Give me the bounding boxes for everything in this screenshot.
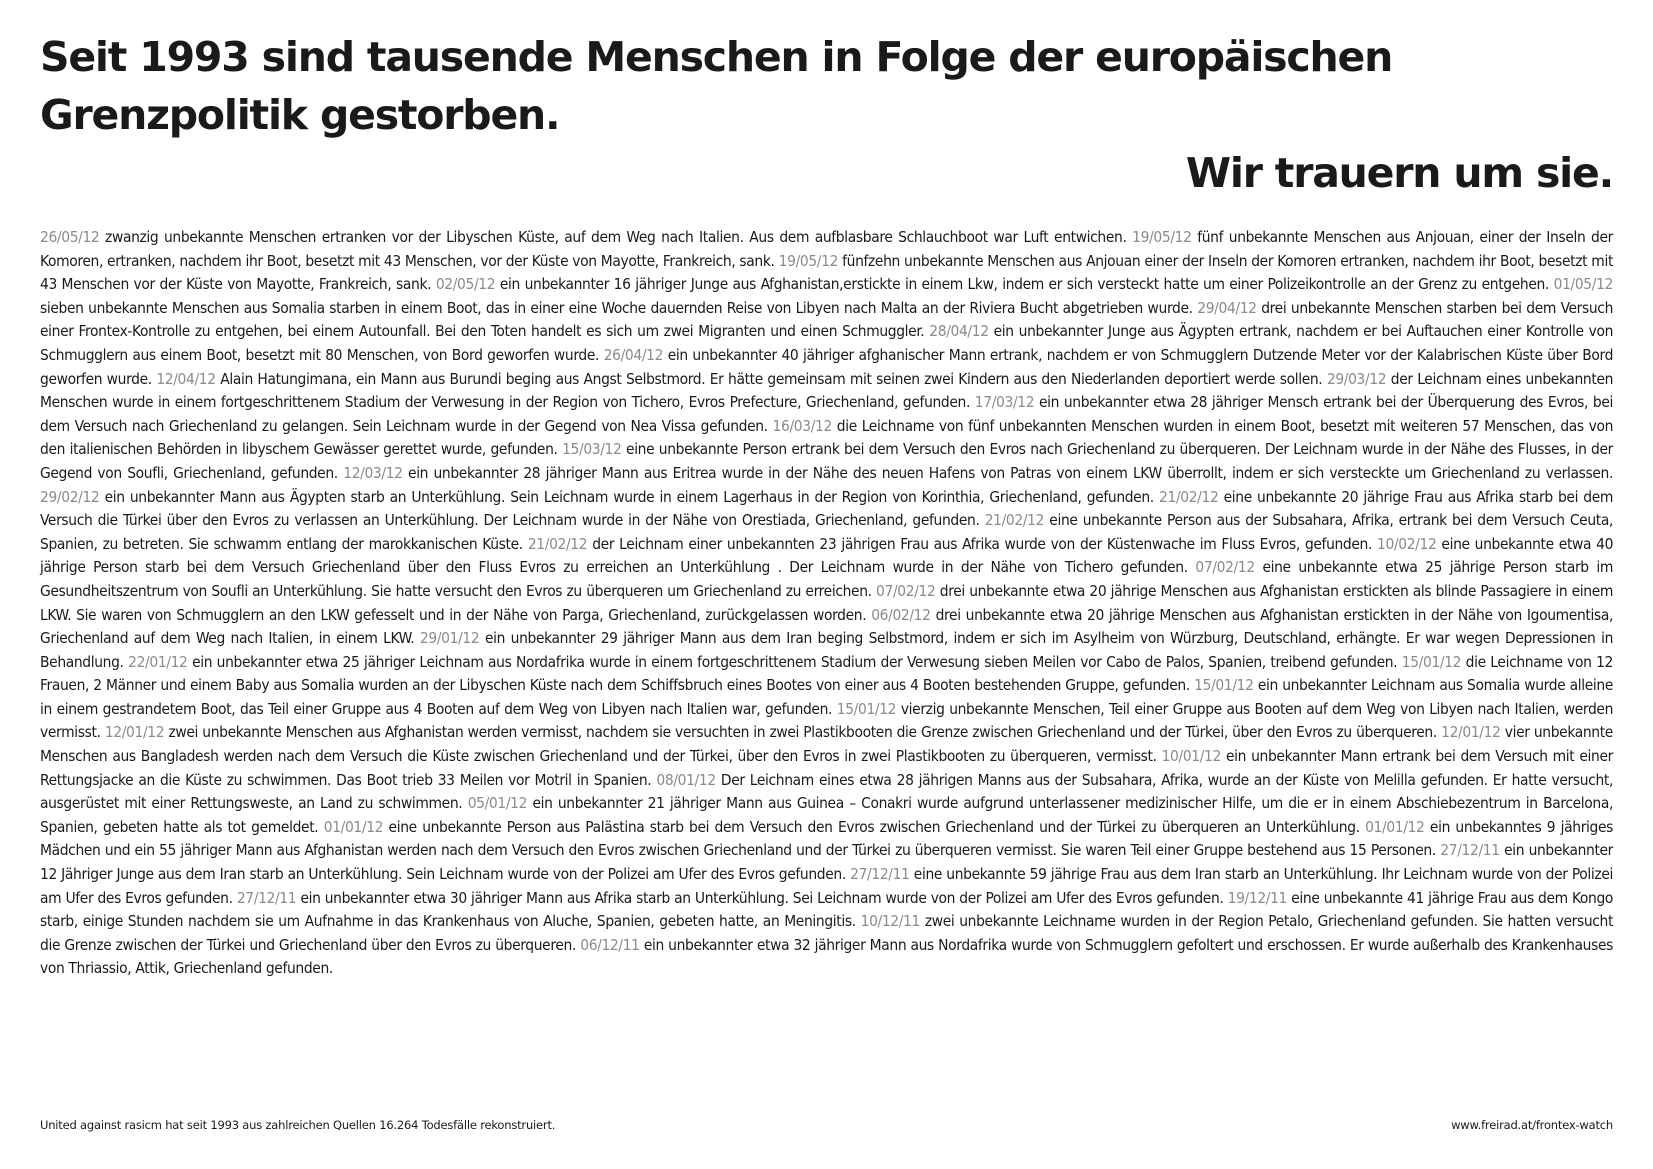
headline: [40, 28, 1613, 202]
footer: [40, 1118, 1613, 1132]
entry-text: eine unbekannte 20 jährige Frau aus Afrika starb bei dem Versuch die Türkei über den Evros zu verlassen an Unterkühlung. Der Leichnam wurde in der Nähe von Orestiada, Griechenland, gefunden.: [40, 487, 1614, 530]
entry-date: 16/03/12: [772, 416, 832, 435]
entry-date: 29/01/12: [419, 629, 480, 648]
entry-text: ein unbekannter Mann ertrank bei dem Versuch mit einer Rettungsjacke an die Küste zu schwimmen. Das Boot trieb 33 Meilen vor Motril in Spanien.: [40, 747, 1613, 789]
entry-text: ein unbekannter Junge aus Ägypten ertrank, nachdem er bei Auftauchen einer Kontrolle von Schmugglern aus einem Boot, besetzt mit 80 Menschen, von Bord geworfen wurde.: [40, 322, 1614, 364]
entry-date: 27/12/11: [850, 865, 910, 884]
entry-text: der Leichnam einer unbekannten 23 jährigen Frau aus Afrika wurde von der Küstenwache im Fluss Evros, gefunden.: [592, 534, 1373, 553]
entry-date: 10/12/11: [860, 912, 920, 931]
entry-date: 15/01/12: [1194, 676, 1254, 695]
entry-text: drei unbekannte etwa 20 jährige Menschen aus Afghanistan erstickten in der Nähe von Igoumentisa, Griechenland auf dem Weg nach Italien, in einem LKW.: [40, 605, 1614, 648]
entry-date: 15/03/12: [562, 440, 622, 459]
entry-date: 29/03/12: [1326, 369, 1387, 388]
entry-text: Der Leichnam eines etwa 28 jährigen Manns aus der Subsahara, Afrika, wurde an der Küste von Melilla gefunden. Er hatte versucht, ausgerüstet mit einer Rettungsweste, an Land zu schwimmen.: [40, 770, 1613, 813]
entry-text: Alain Hatungimana, ein Mann aus Burundi beging aus Angst Selbstmord. Er hätte gemeinsam mit seinen zwei Kindern aus den Niederlanden deportiert werde sollen.: [220, 369, 1323, 388]
entry-text: zwanzig unbekannte Menschen ertranken vor der Libyschen Küste, auf dem Weg nach Italien. Aus dem aufblasbare Schlauchboot war Luft entwichen.: [105, 228, 1127, 246]
footer-url: www.freirad.at/frontex-watch: [1451, 1118, 1613, 1132]
headline-line-2: Wir trauern um sie.: [1185, 149, 1613, 197]
entry-date: 17/03/12: [974, 393, 1035, 412]
entry-text: fünfzehn unbekannte Menschen aus Anjouan einer der Inseln der Komoren ertranken, nachdem ihr Boot, besetzt mit 43 Menschen vor der Küste von Mayotte, Frankreich, sank.: [40, 251, 1614, 294]
entry-text: die Leichname von 12 Frauen, 2 Männer und einem Baby aus Somalia wurden an der Libyschen Küste nach dem Schiffsbruch eines Bootes von einer aus 4 Booten bestehenden Gruppe, gefunden.: [40, 652, 1613, 695]
entry-date: 02/05/12: [435, 275, 496, 294]
entry-date: 05/01/12: [467, 794, 528, 813]
entry-date: 21/02/12: [527, 534, 588, 553]
entry-text: ein unbekannter 40 jähriger afghanischer Mann ertrank, nachdem er von Schmugglern Dutzende Meter vor der Kalabrischen Küste über Bord geworfen wurde.: [40, 345, 1614, 388]
entry-date: 15/01/12: [1401, 652, 1462, 671]
entry-text: die Leichname von fünf unbekannten Menschen wurden in einem Boot, besetzt mit weiteren 57 Menschen, das von den italienischen Behörden in libyschem Gewässer gerettet wurde, gefunden.: [40, 416, 1614, 459]
entry-text: ein unbekannter 21 jähriger Mann aus Guinea – Conakri wurde aufgrund unterlassener medizinischer Hilfe, um die er in einem Abschiebezentrum in Barcelona, Spanien, gebeten hatte als tot gemeldet.: [40, 794, 1614, 836]
entry-date: 21/02/12: [1159, 487, 1219, 506]
entry-date: 01/05/12: [1553, 275, 1613, 294]
entry-text: sieben unbekannte Menschen aus Somalia starben in einem Boot, das in einer eine Woche dauernden Reise von Libyen nach Malta an der Riviera Bucht abgetrieben wurde.: [40, 298, 1193, 317]
entry-text: ein unbekannter etwa 28 jähriger Mensch ertrank bei der Überquerung des Evros, bei dem Versuch nach Griechenland zu gelangen. Sein Leichnam wurde in der Gegend von Nea Vissa gefunden.: [40, 393, 1613, 435]
entry-text: ein unbekannter etwa 32 jähriger Mann aus Nordafrika wurde von Schmugglern gefoltert und erschossen. Er wurde außerhalb des Krankenhauses von Thriassio, Attik, Griechenland gefunden.: [40, 935, 1613, 978]
entry-date: 10/02/12: [1377, 534, 1437, 553]
entry-text: eine unbekannte Person aus Palästina starb bei dem Versuch den Evros zwischen Griechenland und der Türkei zu überqueren an Unterkühlung.: [388, 817, 1360, 836]
entry-date: 08/01/12: [656, 770, 716, 789]
entry-text: ein unbekannter Mann aus Ägypten starb an Unterkühlung. Sein Leichnam wurde in einem Lagerhaus in der Region von Korinthia, Griechenland, gefunden.: [104, 487, 1154, 506]
entry-text: ein unbekannter 29 jähriger Mann aus dem Iran beging Selbstmord, indem er sich im Asylheim von Würzburg, Deutschland, erhängte. Er war wegen Depressionen in Behandlung.: [40, 629, 1614, 671]
entry-date: 29/02/12: [40, 487, 100, 506]
death-records-text: [40, 226, 1613, 981]
entry-date: 12/03/12: [343, 463, 403, 482]
entry-text: fünf unbekannte Menschen aus Anjouan, einer der Inseln der Komoren, ertranken, nachdem ihr Boot, besetzt mit 43 Menschen, vor der Küste von Mayotte, Frankreich, sank.: [40, 228, 1614, 270]
entry-date: 26/05/12: [40, 228, 100, 246]
entry-text: ein unbekannter 16 jähriger Junge aus Afghanistan,erstickte in einem Lkw, indem er sich versteckt hatte um einer Polizeikontrolle an der Grenz zu entgehen.: [499, 275, 1549, 294]
entry-text: zwei unbekannte Menschen aus Afghanistan werden vermisst, nachdem sie versuchten in zwei Plastikbooten die Grenze zwischen Griechenland und der Türkei, über den Evros zu überqueren.: [168, 723, 1437, 742]
entry-date: 07/02/12: [1195, 558, 1255, 577]
entry-date: 19/05/12: [778, 251, 839, 270]
entry-date: 27/12/11: [236, 888, 297, 907]
entry-text: eine unbekannte Person aus der Subsahara, Afrika, ertrank bei dem Versuch Ceuta, Spanien, zu betreten. Sie schwamm entlang der marokkanischen Küste.: [40, 511, 1614, 553]
entry-text: vier unbekannte Menschen aus Bangladesh werden nach dem Versuch die Küste zwischen Griechenland und der Türkei, über den Evros in zwei Plastikbooten zu überqueren, vermisst.: [40, 723, 1613, 766]
entry-text: ein unbekannter 12 Jähriger Junge aus dem Iran starb an Unterkühlung. Sein Leichnam wurde von der Polizei am Ufer des Evros gefunden.: [40, 841, 1614, 884]
entry-text: eine unbekannte 59 jährige Frau aus dem Iran starb an Unterkühlung. Ihr Leichnam wurde von der Polizei am Ufer des Evros gefunden.: [40, 865, 1614, 907]
entry-text: ein unbekannter Leichnam aus Somalia wurde alleine in einem gestrandetem Boot, das Teil einer Gruppe aus 4 Booten auf dem Weg von Libyen nach Italien war, gefunden.: [40, 676, 1614, 718]
entry-date: 06/12/11: [580, 935, 640, 954]
entry-date: 29/04/12: [1197, 298, 1257, 317]
entry-text: ein unbekannter etwa 30 jähriger Mann aus Afrika starb an Unterkühlung. Sei Leichnam wurde von der Polizei am Ufer des Evros gefunden.: [300, 888, 1224, 907]
entry-date: 01/01/12: [1365, 817, 1425, 836]
entry-text: zwei unbekannte Leichname wurden in der Region Petalo, Griechenland gefunden. Sie hatten versucht die Grenze zwischen der Türkei und Griechenland über den Evros zu überqueren.: [40, 912, 1614, 954]
entry-date: 19/12/11: [1227, 888, 1288, 907]
entry-date: 26/04/12: [603, 345, 664, 364]
entry-date: 28/04/12: [929, 322, 989, 341]
entry-date: 10/01/12: [1161, 747, 1221, 766]
entry-text: ein unbekanntes 9 jähriges Mädchen und ein 55 jähriger Mann aus Afghanistan werden nach dem Versuch den Evros zwischen Griechenland und der Türkei zu überqueren vermisst. Sie waren Teil einer Gruppe bestehend aus 15 Personen.: [40, 817, 1614, 860]
entry-date: 06/02/12: [871, 605, 931, 624]
entry-text: eine unbekannte Person ertrank bei dem Versuch den Evros nach Griechenland zu überqueren. Der Leichnam wurde in der Nähe des Flusses, in der Gegend von Soufli, Griechenland, gefunden.: [40, 440, 1614, 482]
entry-text: eine unbekannte etwa 40 jährige Person starb bei dem Versuch Griechenland über den Fluss Evros zu erreichen an Unterkühlung . Der Leichnam wurde in der Nähe von Tichero gefunden.: [40, 534, 1614, 577]
entry-text: eine unbekannte etwa 25 jährige Person starb im Gesundheitszentrum von Soufli an Unterkühlung. Sie hatte versucht den Evros zu überqueren um Griechenland zu erreichen.: [40, 558, 1614, 600]
entry-text: eine unbekannte 41 jährige Frau aus dem Kongo starb, einige Stunden nachdem sie um Aufnahme in das Krankenhaus von Aluche, Spanien, gebeten hatte, an Meningitis.: [40, 888, 1614, 931]
entry-date: 12/04/12: [156, 369, 216, 388]
entry-date: 12/01/12: [1441, 723, 1501, 742]
entry-text: der Leichnam eines unbekannten Menschen wurde in einem fortgeschrittenem Stadium der Verwesung in der Region von Tichero, Evros Prefecture, Griechenland, gefunden.: [40, 369, 1614, 412]
entry-date: 15/01/12: [836, 699, 897, 718]
entry-text: drei unbekannte etwa 20 jährige Menschen aus Afghanistan erstickten als blinde Passagiere in einem LKW. Sie waren von Schmugglern an den LKW gefesselt und in der Nähe von Parga, Griechenland, zurückgelassen worden.: [40, 581, 1614, 624]
entry-date: 07/02/12: [876, 581, 936, 600]
entry-date: 21/02/12: [984, 511, 1045, 530]
entry-date: 22/01/12: [128, 652, 188, 671]
entry-date: 12/01/12: [104, 723, 165, 742]
headline-line-1: Seit 1993 sind tausende Menschen in Folge der europäischen Grenzpolitik gestorben.: [40, 33, 1393, 139]
footer-source-note: United against rasicm hat seit 1993 aus zahlreichen Quellen 16.264 Todesfälle rekonstruiert.: [40, 1118, 556, 1132]
entry-date: 27/12/11: [1440, 841, 1500, 860]
entry-text: ein unbekannter etwa 25 jähriger Leichnam aus Nordafrika wurde in einem fortgeschrittenem Stadium der Verwesung sieben Meilen vor Cabo de Palos, Spanien, treibend gefunden.: [192, 652, 1398, 671]
entry-text: vierzig unbekannte Menschen, Teil einer Gruppe aus Booten auf dem Weg von Libyen nach Italien, werden vermisst.: [40, 699, 1614, 742]
entry-text: drei unbekannte Menschen starben bei dem Versuch einer Frontex-Kontrolle zu entgehen, bei einem Autounfall. Bei den Toten handelt es sich um zwei Migranten und einen Schmuggler.: [40, 298, 1614, 341]
entry-text: ein unbekannter 28 jähriger Mann aus Eritrea wurde in der Nähe des neuen Hafens von Patras von einem LKW überrollt, indem er sich versteckte um Griechenland zu verlassen.: [408, 463, 1614, 482]
entry-date: 01/01/12: [323, 817, 384, 836]
entry-date: 19/05/12: [1132, 228, 1192, 246]
